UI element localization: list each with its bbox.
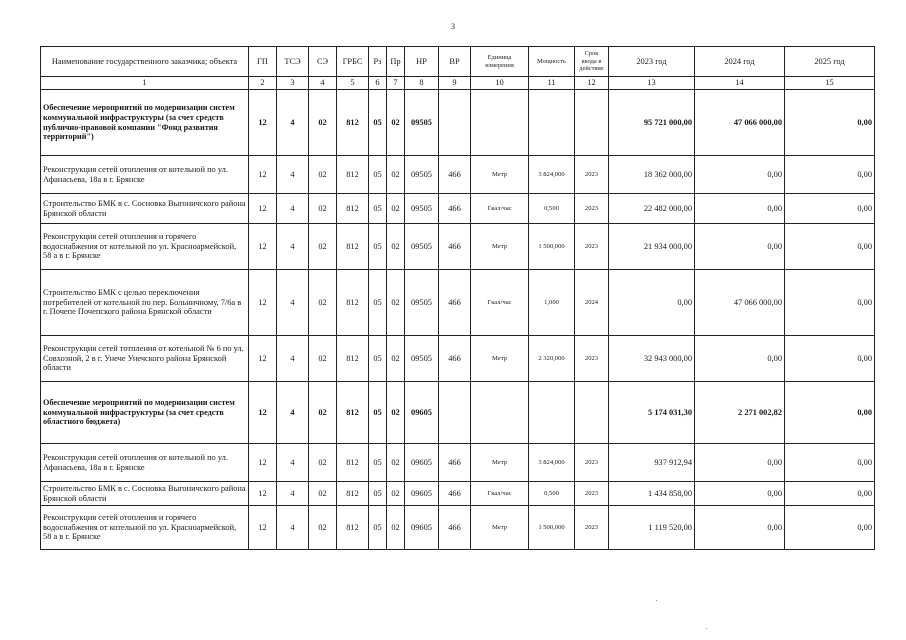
cell-y2023: 5 174 031,30 [609, 382, 695, 444]
column-header: ГРБС [337, 47, 369, 77]
cell-vr: 466 [439, 156, 471, 194]
cell-tse: 4 [277, 444, 309, 482]
cell-se: 02 [309, 194, 337, 224]
cell-term: 2023 [575, 156, 609, 194]
table-row [41, 506, 875, 550]
cell-unit: Метр [471, 224, 529, 270]
cell-rz: 05 [369, 224, 387, 270]
cell-unit: Метр [471, 156, 529, 194]
table-row [41, 482, 875, 506]
table-row [41, 156, 875, 194]
column-number: 12 [575, 77, 609, 90]
cell-vr: 466 [439, 270, 471, 336]
cell-unit: Метр [471, 444, 529, 482]
column-number: 2 [249, 77, 277, 90]
cell-gp: 12 [249, 224, 277, 270]
column-header: Рз [369, 47, 387, 77]
cell-grbs: 812 [337, 506, 369, 550]
column-header: ВР [439, 47, 471, 77]
table-row-group-total [41, 90, 875, 156]
cell-tse: 4 [277, 506, 309, 550]
cell-y2024: 0,00 [695, 224, 785, 270]
column-header: СЭ [309, 47, 337, 77]
cell-vr: 466 [439, 482, 471, 506]
cell-vr: 466 [439, 444, 471, 482]
cell-pr: 02 [387, 444, 405, 482]
cell-nr: 09605 [405, 444, 439, 482]
cell-pr: 02 [387, 506, 405, 550]
cell-y2025: 0,00 [785, 156, 875, 194]
cell-name: Строительство БМК в с. Сосновка Выгоничского района Брянской области [41, 194, 249, 224]
cell-unit: Метр [471, 336, 529, 382]
cell-vr: 466 [439, 224, 471, 270]
cell-name: Реконструкция сетей отопления и горячего водоснабжения от котельной по ул. Красноармейской, 58 а в г. Брянске [41, 506, 249, 550]
cell-pr: 02 [387, 90, 405, 156]
cell-pr: 02 [387, 224, 405, 270]
column-header: Единица измерения [471, 47, 529, 77]
cell-tse: 4 [277, 482, 309, 506]
column-number: 15 [785, 77, 875, 90]
cell-rz: 05 [369, 194, 387, 224]
cell-y2024: 47 066 000,00 [695, 90, 785, 156]
cell-nr: 09605 [405, 506, 439, 550]
cell-tse: 4 [277, 270, 309, 336]
cell-nr: 09605 [405, 482, 439, 506]
cell-y2023: 1 434 858,00 [609, 482, 695, 506]
cell-term: 2023 [575, 336, 609, 382]
cell-rz: 05 [369, 506, 387, 550]
cell-nr: 09505 [405, 194, 439, 224]
cell-name: Строительство БМК в с. Сосновка Выгоничского района Брянской области [41, 482, 249, 506]
cell-nr: 09505 [405, 90, 439, 156]
cell-se: 02 [309, 336, 337, 382]
cell-name: Реконструкция сетей отопления и горячего водоснабжения от котельной по ул. Красноармейской, 58 а в г. Брянске [41, 224, 249, 270]
cell-term: 2024 [575, 270, 609, 336]
cell-se: 02 [309, 382, 337, 444]
cell-rz: 05 [369, 444, 387, 482]
cell-y2024: 0,00 [695, 194, 785, 224]
cell-y2025: 0,00 [785, 506, 875, 550]
cell-name: Реконструкция сетей отопления от котельной по ул. Афанасьева, 18а в г. Брянске [41, 156, 249, 194]
cell-gp: 12 [249, 482, 277, 506]
cell-nr: 09605 [405, 382, 439, 444]
cell-capacity: 1 500,000 [529, 506, 575, 550]
column-header: НР [405, 47, 439, 77]
cell-y2024: 0,00 [695, 444, 785, 482]
header-row [41, 47, 875, 77]
column-number: 11 [529, 77, 575, 90]
table-row [41, 336, 875, 382]
cell-pr: 02 [387, 270, 405, 336]
cell-y2024: 0,00 [695, 156, 785, 194]
cell-name: Реконструкция сетей тотпления от котельной № 6 по ул. Совхозной, 2 в г. Унече Унечского района Брянской области [41, 336, 249, 382]
cell-y2025: 0,00 [785, 482, 875, 506]
cell-unit: Гкал/час [471, 482, 529, 506]
cell-tse: 4 [277, 90, 309, 156]
cell-capacity: 2 320,000 [529, 336, 575, 382]
cell-se: 02 [309, 482, 337, 506]
column-number: 4 [309, 77, 337, 90]
column-header: Мощность [529, 47, 575, 77]
cell-tse: 4 [277, 224, 309, 270]
cell-se: 02 [309, 90, 337, 156]
cell-rz: 05 [369, 270, 387, 336]
column-number: 10 [471, 77, 529, 90]
column-number: 14 [695, 77, 785, 90]
cell-term: 2023 [575, 194, 609, 224]
cell-grbs: 812 [337, 482, 369, 506]
column-number: 3 [277, 77, 309, 90]
cell-se: 02 [309, 270, 337, 336]
column-header: 2025 год [785, 47, 875, 77]
column-number: 7 [387, 77, 405, 90]
cell-unit: Гкал/час [471, 194, 529, 224]
cell-grbs: 812 [337, 194, 369, 224]
cell-capacity: 3 824,000 [529, 156, 575, 194]
column-header: 2023 год [609, 47, 695, 77]
cell-y2023: 937 912,94 [609, 444, 695, 482]
cell-term: 2023 [575, 482, 609, 506]
table-row [41, 444, 875, 482]
cell-pr: 02 [387, 156, 405, 194]
cell-vr [439, 90, 471, 156]
cell-rz: 05 [369, 156, 387, 194]
cell-y2025: 0,00 [785, 90, 875, 156]
column-number-row [41, 77, 875, 90]
cell-nr: 09505 [405, 270, 439, 336]
cell-capacity: 3 824,000 [529, 444, 575, 482]
cell-name: Обеспечение мероприятий по модернизации систем коммунальной инфраструктуры (за счет средств публично-правовой компании "Фонд развития территорий") [41, 90, 249, 156]
table-body [41, 90, 875, 550]
cell-y2024: 0,00 [695, 336, 785, 382]
cell-vr: 466 [439, 506, 471, 550]
cell-name: Обеспечение мероприятий по модернизации систем коммунальной инфраструктуры (за счет средств областного бюджета) [41, 382, 249, 444]
column-header: Пр [387, 47, 405, 77]
cell-y2023: 1 119 520,00 [609, 506, 695, 550]
column-header: 2024 год [695, 47, 785, 77]
cell-capacity [529, 90, 575, 156]
cell-y2025: 0,00 [785, 336, 875, 382]
table-row-group-total [41, 382, 875, 444]
cell-tse: 4 [277, 382, 309, 444]
cell-vr: 466 [439, 336, 471, 382]
cell-nr: 09505 [405, 156, 439, 194]
cell-unit [471, 90, 529, 156]
table-row [41, 194, 875, 224]
cell-gp: 12 [249, 270, 277, 336]
cell-y2023: 32 943 000,00 [609, 336, 695, 382]
cell-tse: 4 [277, 194, 309, 224]
cell-term [575, 90, 609, 156]
cell-rz: 05 [369, 482, 387, 506]
column-header: ГП [249, 47, 277, 77]
cell-y2025: 0,00 [785, 194, 875, 224]
cell-rz: 05 [369, 90, 387, 156]
cell-y2023: 22 482 000,00 [609, 194, 695, 224]
cell-se: 02 [309, 444, 337, 482]
cell-grbs: 812 [337, 156, 369, 194]
cell-tse: 4 [277, 156, 309, 194]
column-number: 9 [439, 77, 471, 90]
cell-capacity: 1,000 [529, 270, 575, 336]
cell-grbs: 812 [337, 336, 369, 382]
cell-gp: 12 [249, 156, 277, 194]
cell-pr: 02 [387, 382, 405, 444]
cell-capacity [529, 382, 575, 444]
cell-gp: 12 [249, 90, 277, 156]
scan-speck [656, 600, 657, 601]
cell-gp: 12 [249, 506, 277, 550]
cell-y2023: 0,00 [609, 270, 695, 336]
cell-pr: 02 [387, 482, 405, 506]
cell-y2025: 0,00 [785, 224, 875, 270]
cell-se: 02 [309, 224, 337, 270]
cell-y2024: 0,00 [695, 506, 785, 550]
cell-grbs: 812 [337, 224, 369, 270]
column-number: 5 [337, 77, 369, 90]
cell-y2025: 0,00 [785, 444, 875, 482]
cell-gp: 12 [249, 382, 277, 444]
cell-name: Строительство БМК с целью переключения потребителей от котельной по пер. Больничному, 7/6а в г. Почепе Почепского района Брянской области [41, 270, 249, 336]
column-number: 13 [609, 77, 695, 90]
cell-rz: 05 [369, 382, 387, 444]
cell-capacity: 0,500 [529, 194, 575, 224]
cell-capacity: 1 500,000 [529, 224, 575, 270]
cell-term: 2023 [575, 224, 609, 270]
table-row [41, 270, 875, 336]
cell-grbs: 812 [337, 444, 369, 482]
cell-gp: 12 [249, 336, 277, 382]
cell-unit [471, 382, 529, 444]
scan-speck [706, 628, 707, 629]
budget-table [40, 46, 875, 550]
column-header: Срок ввода в действие [575, 47, 609, 77]
column-number: 6 [369, 77, 387, 90]
cell-unit: Гкал/час [471, 270, 529, 336]
cell-tse: 4 [277, 336, 309, 382]
cell-grbs: 812 [337, 382, 369, 444]
cell-unit: Метр [471, 506, 529, 550]
cell-vr: 466 [439, 194, 471, 224]
cell-y2024: 47 066 000,00 [695, 270, 785, 336]
cell-y2024: 2 271 002,82 [695, 382, 785, 444]
cell-y2023: 18 362 000,00 [609, 156, 695, 194]
cell-capacity: 0,500 [529, 482, 575, 506]
column-header: ТСЭ [277, 47, 309, 77]
cell-y2023: 21 934 000,00 [609, 224, 695, 270]
cell-gp: 12 [249, 444, 277, 482]
cell-grbs: 812 [337, 90, 369, 156]
cell-term: 2023 [575, 506, 609, 550]
page-number: 3 [451, 22, 455, 31]
cell-se: 02 [309, 506, 337, 550]
column-number: 8 [405, 77, 439, 90]
cell-term [575, 382, 609, 444]
cell-pr: 02 [387, 336, 405, 382]
cell-term: 2023 [575, 444, 609, 482]
column-number: 1 [41, 77, 249, 90]
cell-y2024: 0,00 [695, 482, 785, 506]
cell-pr: 02 [387, 194, 405, 224]
cell-rz: 05 [369, 336, 387, 382]
cell-gp: 12 [249, 194, 277, 224]
cell-vr [439, 382, 471, 444]
cell-y2023: 95 721 000,00 [609, 90, 695, 156]
cell-name: Реконструкция сетей отопления от котельной по ул. Афанасьева, 18а в г. Брянске [41, 444, 249, 482]
cell-y2025: 0,00 [785, 382, 875, 444]
cell-nr: 09505 [405, 336, 439, 382]
cell-nr: 09505 [405, 224, 439, 270]
cell-se: 02 [309, 156, 337, 194]
column-header: Наименование государственного заказчика; объекта [41, 47, 249, 77]
cell-grbs: 812 [337, 270, 369, 336]
table-row [41, 224, 875, 270]
cell-y2025: 0,00 [785, 270, 875, 336]
